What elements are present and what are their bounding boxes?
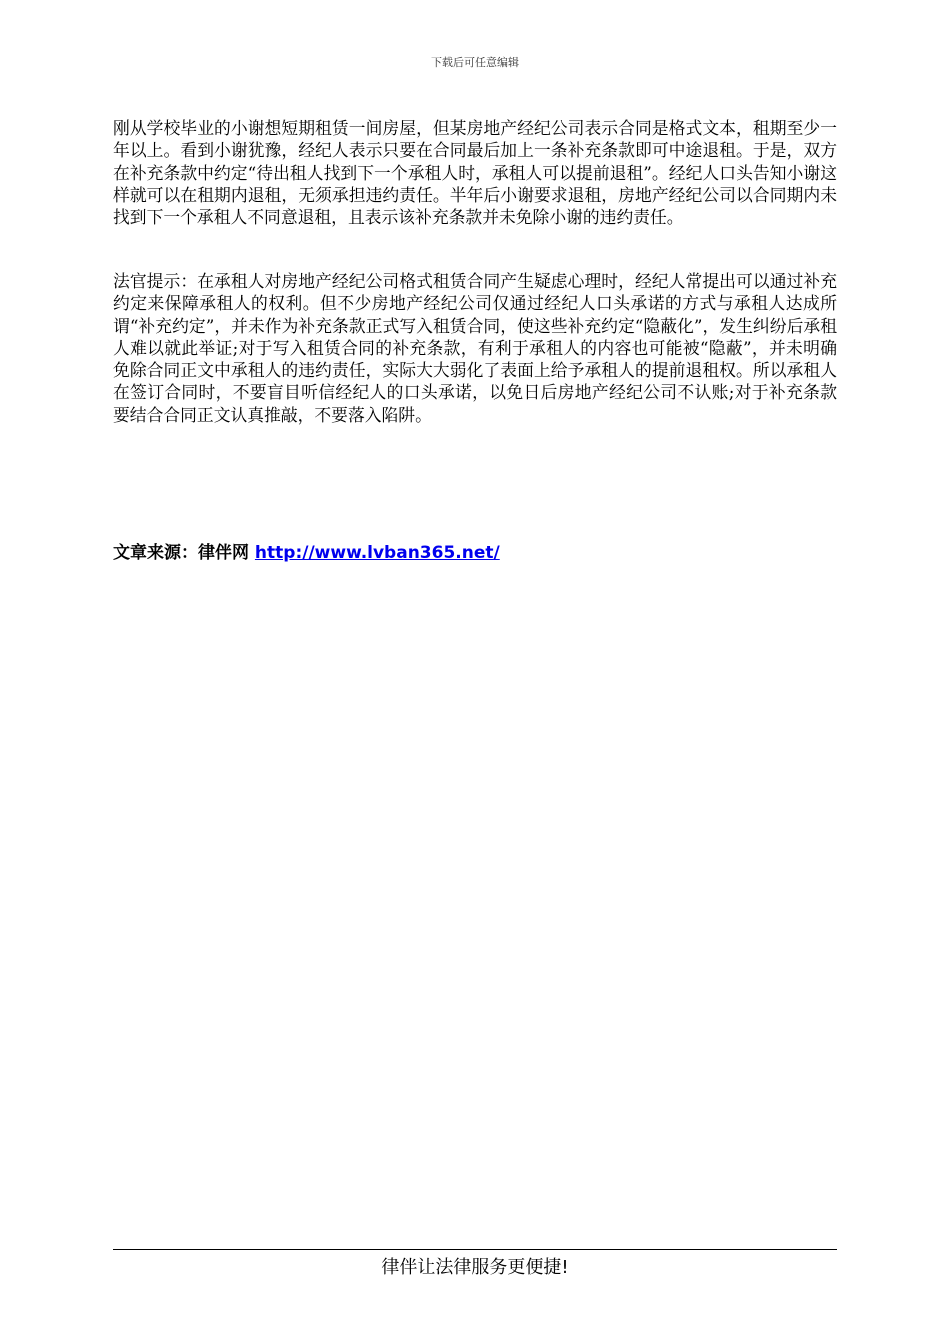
footer-slogan: 律伴让法律服务更便捷! [381, 1257, 569, 1278]
source-link[interactable]: http://www.lvban365.net/ [254, 543, 500, 563]
source-label: 文章来源：律伴网 [113, 543, 255, 563]
judge-tip-paragraph: 法官提示：在承租人对房地产经纪公司格式租赁合同产生疑虑心理时，经纪人常提出可以通过补充约定来保障承租人的权利。但不少房地产经纪公司仅通过经纪人口头承诺的方式与承租人达成所谓“补充约定”，并未作为补充条款正式写入租赁合同，使这些补充约定“隐蔽化”，发生纠纷后承租人难以就此举证;对于写入租赁合同的补充条款，有利于承租人的内容也可能被“隐蔽”，并未明确免除合同正文中承租人的违约责任，实际大大弱化了表面上给予承租人的提前退租权。所以承租人在签订合同时，不要盲目听信经纪人的口头承诺，以免日后房地产经纪公司不认账;对于补充条款要结合合同正文认真推敲，不要落入陷阱。 [113, 271, 837, 425]
footer-divider [113, 1249, 837, 1250]
article-source [113, 541, 500, 565]
case-paragraph: 刚从学校毕业的小谢想短期租赁一间房屋，但某房地产经纪公司表示合同是格式文本，租期至少一年以上。看到小谢犹豫，经纪人表示只要在合同最后加上一条补充条款即可中途退租。于是，双方在补充条款中约定“待出租人找到下一个承租人时，承租人可以提前退租”。经纪人口头告知小谢这样就可以在租期内退租，无须承担违约责任。半年后小谢要求退租，房地产经纪公司以合同期内未找到下一个承租人不同意退租，且表示该补充条款并未免除小谢的违约责任。 [113, 118, 837, 228]
page-header: 下载后可任意编辑 [431, 56, 519, 69]
